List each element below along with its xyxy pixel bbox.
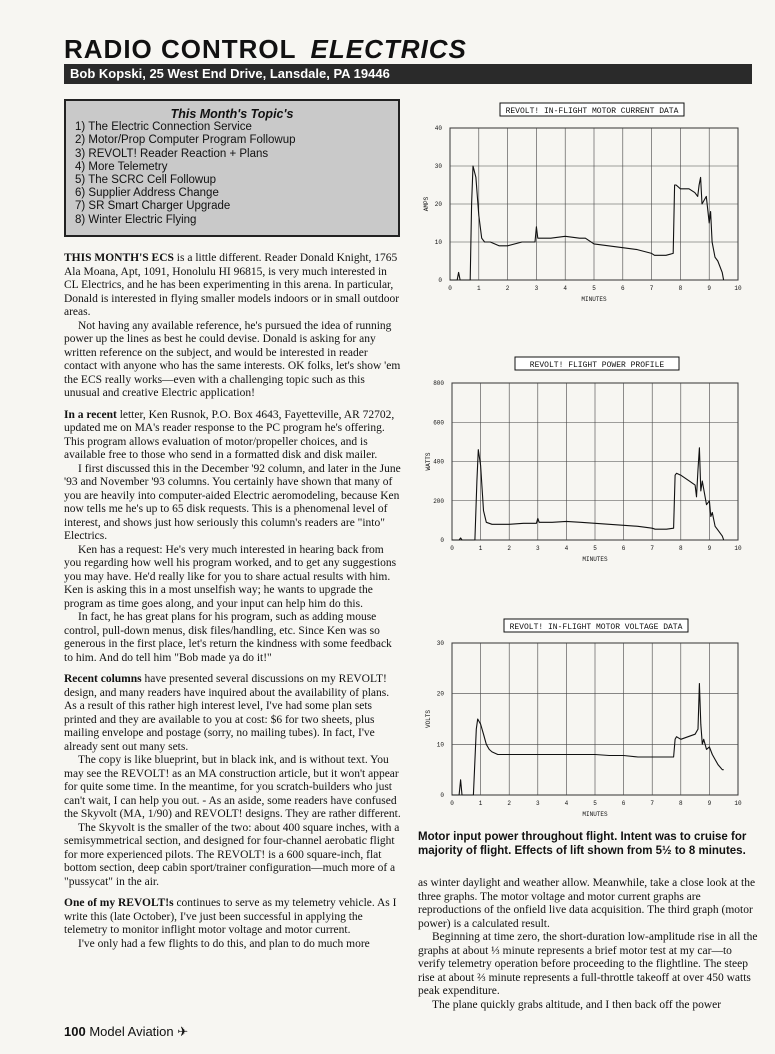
y-tick-label: 10 xyxy=(436,741,444,749)
x-tick-label: 3 xyxy=(535,800,540,807)
paragraph-text: letter, Ken Rusnok, P.O. Box 4643, Fayetteville, AR 72702, updated me on MA's reader response to the PC program he's offering. This program allows evaluation of motor/propeller choices, and is available free to those who send in a formatted disk and disk mailer. xyxy=(64,408,395,461)
x-tick-label: 9 xyxy=(707,285,712,292)
topic-item: 5) The SCRC Cell Followup xyxy=(75,174,217,187)
x-tick-label: 2 xyxy=(507,545,512,552)
chart-title: REVOLT! IN-FLIGHT MOTOR CURRENT DATA xyxy=(505,107,679,116)
paragraph-lead: THIS MONTH'S ECS xyxy=(64,252,174,264)
paragraph: The copy is like blueprint, but in black ink, and is without text. You may see the REVOLT! as an MA construction article, but it won't appear for quite some time. In the meantime, for you scratch-builders who just can't wait, I can help you out. - As an aside, some readers have confused the Skyvolt (MA, 1/90) and REVOLT! designs. They are rather different. xyxy=(64,754,401,820)
x-tick-label: 1 xyxy=(476,285,481,292)
y-tick-label: 40 xyxy=(434,125,442,132)
y-tick-label: 600 xyxy=(433,419,444,427)
chart-title: REVOLT! IN-FLIGHT MOTOR VOLTAGE DATA xyxy=(509,623,683,632)
x-tick-label: 5 xyxy=(592,285,596,292)
chart-2 xyxy=(425,357,742,563)
x-tick-label: 5 xyxy=(593,800,597,807)
paragraph-text: continues to serve as my telemetry vehicle. As I write this (late October), I've just been successful in applying the telemetry to monitor inflight motor voltage and motor current. xyxy=(64,897,397,936)
x-tick-label: 10 xyxy=(734,285,742,292)
byline-bar: Bob Kopski, 25 West End Drive, Lansdale, PA 19446 xyxy=(64,64,752,84)
x-tick-label: 5 xyxy=(593,545,597,552)
topics-heading: This Month's Topic's xyxy=(170,107,294,121)
y-axis-label: WATTS xyxy=(425,452,432,471)
chart-title: REVOLT! FLIGHT POWER PROFILE xyxy=(529,361,665,370)
x-tick-label: 8 xyxy=(678,545,683,552)
x-tick-label: 7 xyxy=(649,285,654,292)
title-italic: ELECTRICS xyxy=(310,34,467,64)
x-tick-label: 4 xyxy=(564,545,569,552)
x-tick-label: 7 xyxy=(650,545,655,552)
topic-item: 6) Supplier Address Change xyxy=(75,187,219,200)
y-tick-label: 400 xyxy=(433,458,444,466)
y-tick-label: 30 xyxy=(436,640,444,647)
x-tick-label: 6 xyxy=(621,800,626,807)
series-line xyxy=(452,684,724,796)
x-tick-label: 0 xyxy=(450,800,454,807)
x-tick-label: 8 xyxy=(678,285,683,292)
x-tick-label: 0 xyxy=(448,285,452,292)
y-tick-label: 800 xyxy=(433,380,444,387)
paragraph: I first discussed this in the December '92 column, and later in the June '93 and November '93 columns. You certainly have shown that many of you are heavily into computer-aided Electric aeromodeling, because Ken now tells me he's up to 65 disk requests. This is a phenomenal level of interest, and shows just how seriously this column's readers are "into" Electrics. xyxy=(64,462,401,542)
paragraph-text: is a little different. Reader Donald Knight, 1765 Ala Moana, Apt, 1091, Honolulu HI 96815, is very much interested in CL Electrics, and he has been experimenting in this arena. In particular, Donald is interested in flying smaller models indoors or in small outdoor areas. xyxy=(64,252,400,318)
y-tick-label: 0 xyxy=(440,792,444,799)
x-tick-label: 10 xyxy=(734,800,742,807)
x-tick-label: 1 xyxy=(478,800,483,807)
paragraph: Ken has a request: He's very much interested in hearing back from you regarding how well his program worked, and to get any suggestions you may have. He'd really like for you to share actual results with him. Ken is asking this in a most unselfish way; he wants to upgrade the program as time goes along, and your input can help him do this. xyxy=(64,543,397,610)
x-tick-label: 1 xyxy=(478,545,483,552)
y-tick-label: 200 xyxy=(433,497,444,505)
x-tick-label: 9 xyxy=(707,545,712,552)
x-tick-label: 3 xyxy=(535,545,540,552)
chart-1 xyxy=(423,103,742,303)
y-tick-label: 0 xyxy=(438,277,442,284)
paragraph-lead: Recent columns xyxy=(64,673,142,685)
x-axis-label: MINUTES xyxy=(582,811,608,818)
airplane-icon: ✈ xyxy=(177,1024,189,1039)
x-tick-label: 4 xyxy=(564,800,569,807)
paragraph-lead: One of my REVOLT!s xyxy=(64,897,174,909)
y-axis-label: AMPS xyxy=(423,196,430,212)
x-tick-label: 10 xyxy=(734,545,742,552)
paragraph-text: have presented several discussions on my REVOLT! design, and many readers have inquired about the availability of plans. As a result of this rather high interest level, I've had some plan sets printed and they are available to you at cost: $6 for two sheets, plus mailing envelope and postage (sorry, no mailing tubes). In fact, I've already sent out many sets. xyxy=(64,673,390,753)
title-main: RADIO CONTROL xyxy=(64,34,297,64)
topic-item: 7) SR Smart Charger Upgrade xyxy=(75,200,231,213)
topic-item: 8) Winter Electric Flying xyxy=(75,213,197,226)
paragraph: as winter daylight and weather allow. Meanwhile, take a close look at the three graphs. The motor voltage and motor current graphs are reproductions of the onfield live data acquisition. The third graph (motor power) is a calculated result. xyxy=(418,877,756,930)
y-tick-label: 10 xyxy=(434,239,442,246)
paragraph-lead: In a recent xyxy=(64,408,117,421)
y-tick-label: 0 xyxy=(440,537,444,544)
x-tick-label: 2 xyxy=(505,285,510,292)
topic-item: 4) More Telemetry xyxy=(75,160,168,173)
x-tick-label: 7 xyxy=(650,800,655,807)
y-tick-label: 20 xyxy=(436,690,444,698)
y-axis-label: VOLTS xyxy=(425,709,432,729)
x-tick-label: 0 xyxy=(450,545,454,552)
figure-caption: Motor input power throughout flight. Intent was to cruise for majority of flight. Effects of lift shown from 5½ to 8 minutes. xyxy=(418,831,747,857)
topic-item: 3) REVOLT! Reader Reaction + Plans xyxy=(75,147,269,160)
y-tick-label: 30 xyxy=(434,163,442,170)
paragraph: Not having any available reference, he's pursued the idea of running power up the lines as best he could devise. Donald is asking for any written reference on the subject, and would be interested in reader contact with anyone who has the same interests. OK folks, let's show 'em the ECS really works—even with a challenging topic such as this unusual and creative Electric application! xyxy=(64,319,401,399)
x-tick-label: 6 xyxy=(621,545,626,552)
x-tick-label: 3 xyxy=(534,285,539,292)
x-tick-label: 8 xyxy=(678,800,683,807)
topic-item: 2) Motor/Prop Computer Program Followup xyxy=(75,134,296,147)
paragraph: The Skyvolt is the smaller of the two: about 400 square inches, with a semisymmetrical section, and designed for four-channel aerobatic flight for more experienced pilots. The REVOLT! is a 600 square-inch, flat bottom section, deep cabin sport/trainer configuration—much more of a "pussycat" in the air. xyxy=(64,821,400,888)
page-number: 100 xyxy=(64,1024,86,1039)
topic-item: 1) The Electric Connection Service xyxy=(75,121,252,134)
magazine-name: Model Aviation xyxy=(89,1024,174,1039)
x-axis-label: MINUTES xyxy=(582,556,608,563)
paragraph: Beginning at time zero, the short-duration low-amplitude rise in all the graphs at about ⅓ minute represents a brief motor test at my car—to verify telemetry operation before proceeding to the flightline. The steep rise at about ⅔ minute represents a full-throttle takeoff at over 450 watts peak expenditure. xyxy=(418,931,758,997)
x-tick-label: 9 xyxy=(707,800,712,807)
right-column xyxy=(418,877,758,1012)
x-tick-label: 2 xyxy=(507,800,512,807)
y-tick-label: 20 xyxy=(434,201,442,208)
x-tick-label: 4 xyxy=(563,285,568,292)
paragraph: I've only had a few flights to do this, and plan to do much more xyxy=(78,937,370,950)
x-tick-label: 6 xyxy=(620,285,625,292)
series-line xyxy=(450,166,724,280)
paragraph: In fact, he has great plans for his program, such as adding mouse control, pull-down menus, disk files/handling, etc. Since Ken was so generous in the first place, let's return the kindness with some feedback to him. And do tell him "Bob made ya do it!" xyxy=(64,611,392,664)
paragraph: The plane quickly grabs altitude, and I then back off the power xyxy=(432,998,722,1011)
chart-3 xyxy=(425,619,742,818)
page-footer xyxy=(64,1024,188,1040)
x-axis-label: MINUTES xyxy=(581,296,607,303)
